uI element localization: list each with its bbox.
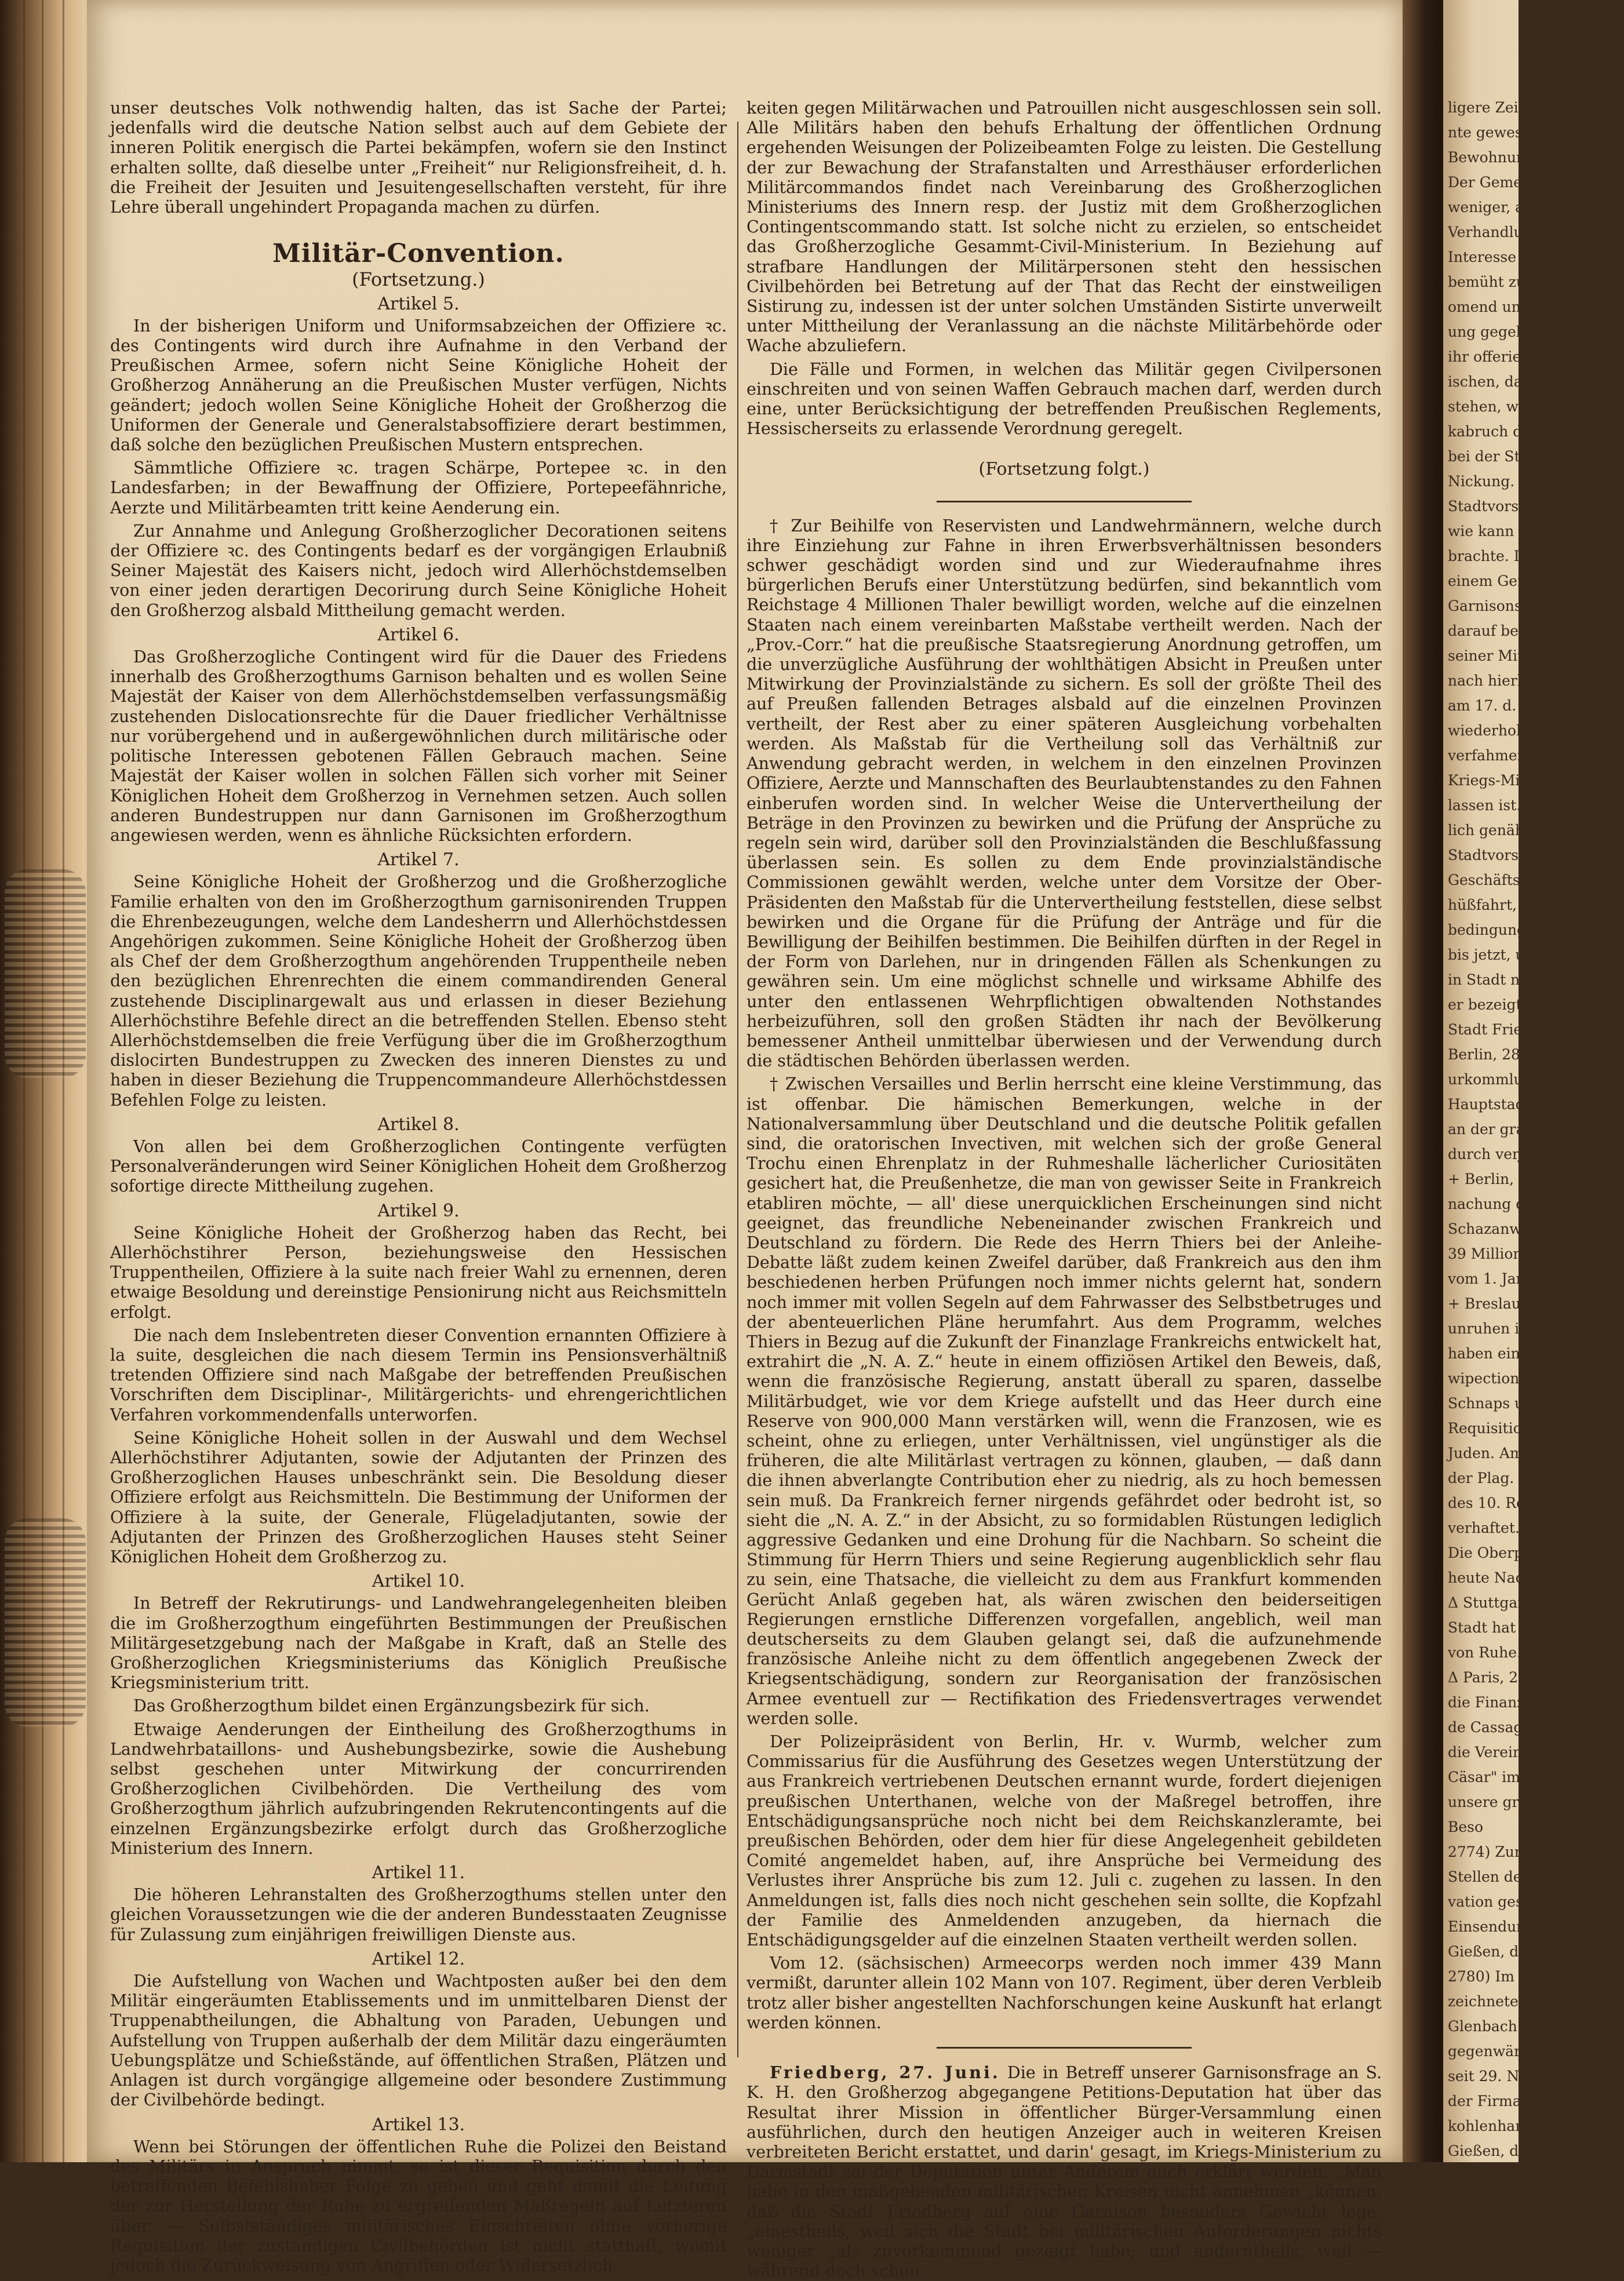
- next-page-fragment: vom 1. Januar 18: [1448, 1270, 1574, 1287]
- convention-paragraph: keiten gegen Militärwachen und Patrouillen nicht ausgeschlossen sein soll. Alle Militärs haben den behufs Erhaltung der öffentlichen Ordnung ergehenden Weisungen der Polizeibeamten Folge zu leisten. Die Gestellung der zur Bewachung der Strafanstalten und Arresthäuser erforderlichen Militärcommandos findet nach Vereinbarung des Großherzoglichen Ministeriums des Innern resp. der Justiz mit dem Großherzoglichen Contingentscommando statt. Ist solche nicht zu erzielen, so entscheidet das Großherzogliche Gesammt-Civil-Ministerium. In Beziehung auf strafbare Handlungen der Militärpersonen steht den hessischen Civilbehörden bei Betretung auf der That das Recht der einstweiligen Sistirung zu, indessen ist der unter solchen Umständen Sistirte unverweilt unter Mittheilung der Veranlassung an die nächste Militärbehörde oder Wache abzuliefern.: [747, 99, 1382, 356]
- convention-paragraph: Die Fälle und Formen, in welchen das Militär gegen Civilpersonen einschreiten und von seinen Waffen Gebrauch machen darf, werden durch eine, unter Berücksichtigung der betreffenden Preußischen Reglements, Hessischerseits zu erlassende Verordnung geregelt.: [747, 359, 1382, 439]
- next-page-fragment: die Vereinsregel bei: [1448, 1744, 1595, 1761]
- next-page-fragment: unsere große Dim: [1448, 1794, 1581, 1810]
- continued-note: (Fortsetzung folgt.): [978, 459, 1150, 480]
- next-page-fragment: Stadtvorstand nicht: [1448, 847, 1594, 863]
- next-page-fragment: wie kann unterschieden: [1448, 523, 1624, 540]
- news-item: Vom 12. (sächsischen) Armeecorps werden noch immer 439 Mann vermißt, darunter allein 102 Mann von 107. Regiment, über deren Verbleib trotz aller bisher angestellten Nachforschungen keine Auskunft hat erlangt werden können.: [747, 1954, 1382, 2032]
- next-page-fragment: Cäsar" im Part: [1448, 1769, 1556, 1786]
- next-page-fragment: Bewohnungen zur Ver: [1448, 149, 1611, 166]
- local-dateline: Friedberg, 27. Juni.: [770, 2063, 1000, 2083]
- next-page-fragment: Glenbach Wohns: [1448, 2018, 1571, 2035]
- next-page-fragment: er bezeigt habe.: [1448, 996, 1567, 1013]
- next-page-fragment: Δ Stuttgart: [1448, 1594, 1531, 1611]
- next-page-fragment: Verhandlungen der W: [1448, 224, 1609, 241]
- next-page-fragment: brachte. Die Grün: [1448, 548, 1581, 564]
- next-page-fragment: 2780) Im Firmen: [1448, 1968, 1572, 1985]
- news-list: [747, 516, 1382, 2033]
- section-subheading: (Fortsetzung.): [352, 268, 485, 291]
- next-page-fragment: kabruch des Krieges: [1448, 423, 1599, 440]
- next-page-fragment: seit 29. Novembe: [1448, 2068, 1576, 2085]
- next-page-fragment: einem Gerüchte von: [1448, 573, 1597, 589]
- next-page-fragment: lassen ist. Wir: [1448, 797, 1552, 814]
- next-page-fragment: gegenwärtig in Ge: [1448, 2043, 1584, 2060]
- next-page-fragment: 2774) Zur: [1448, 1843, 1521, 1860]
- next-page-fragment: in Stadt nach Kräften: [1448, 971, 1606, 988]
- next-page-fragment: darauf bei der Pe: [1448, 622, 1575, 639]
- next-page-fragment: des 10. Regiments: [1448, 1495, 1584, 1511]
- next-page-fragment: Nickung.: [1448, 473, 1515, 490]
- article-paragraph: Seine Königliche Hoheit der Großherzog und die Großherzogliche Familie erhalten von den im Großherzogthum garnisonirenden Truppen die Ehrenbezeugungen, welche dem Landesherrn und Allerhöchstdessen Angehörigen zukommen. Seine Königliche Hoheit der Großherzog üben als Chef der dem Großherzogthum angehörenden Truppentheile neben den bezüglichen Ehrenrechten die einem commandirenden General zustehende Disciplinargewalt aus und erlassen in dieser Beziehung Allerhöchstihre Befehle direct an die betreffenden Stellen. Ebenso steht Allerhöchstdemselben die freie Verfügung über die im Großherzogthum dislocirten Bundestruppen zu Zwecken des inneren Dienstes zu und haben in dieser Beziehung die Truppencommandeure Allerhöchstdessen Befehlen Folge zu leisten.: [110, 872, 727, 1110]
- article-paragraph: Von allen bei dem Großherzoglichen Contingente verfügten Personalveränderungen wird Seiner Königlichen Hoheit dem Großherzog sofortige directe Mittheilung zugehen.: [110, 1136, 727, 1196]
- next-page-fragment: von Ruhe.: [1448, 1644, 1521, 1661]
- next-page-fragment: bemüht zu haben: [1448, 274, 1575, 290]
- next-page-fragment: Garnisons-Angelege: [1448, 597, 1596, 614]
- next-page-fragment: ung gegeben war,: [1448, 323, 1579, 340]
- article-title: Artikel 9.: [377, 1200, 460, 1221]
- article-title: Artikel 13.: [372, 2114, 465, 2135]
- next-page-fragment: durch verjetzt bei: [1448, 1146, 1579, 1163]
- intro-paragraph: unser deutsches Volk nothwendig halten, das ist Sache der Partei; jedenfalls wird die deutsche Nation selbst auch auf dem Gebiete der inneren Politik energisch die Partei bekämpfen, wofern sie den Instinct erhalten sollte, daß dieselbe unter „Freiheit“ nur Religionsfreiheit, d. h. die Freiheit der Jesuiten und Jesuitengesellschaften versteht, für ihre Lehre überall ungehindert Propaganda machen zu dürfen.: [110, 99, 727, 217]
- next-page-fragment: Interesse der wen: [1448, 249, 1581, 265]
- next-page-fragment: nachung des Reich: [1448, 1196, 1587, 1212]
- next-page-fragment: verfahmen, daß be: [1448, 747, 1586, 764]
- next-page-fragment: urkommlung wird ein: [1448, 1071, 1607, 1088]
- article-title: Artikel 8.: [377, 1114, 460, 1135]
- binding-ornament: [5, 869, 86, 1078]
- article-paragraph: Etwaige Aenderungen der Eintheilung des Großherzogthums in Landwehrbataillons- und Aushebungsbezirke, sowie die Aushebung selbst geschehen unter Mitwirkung der concurrirenden Großherzoglichen Civilbehörden. Die Vertheilung des vom Großherzogthum jährlich aufzubringenden Rekrutencontingents auf die einzelnen Ergänzungsbezirke erfolgt durch das Großherzogliche Ministerium des Innern.: [110, 1719, 727, 1858]
- article-paragraph: In Betreff der Rekrutirungs- und Landwehrangelegenheiten bleiben die im Großherzogthum eingeführten Bestimmungen der Preußischen Militärgesetzgebung nach der Maßgabe in Kraft, daß an Stelle des Großherzoglichen Kriegsministeriums das Königlich Preußische Kriegsministerium tritt.: [110, 1594, 727, 1693]
- next-page-fragment: zeichnete dieses Ge: [1448, 1993, 1594, 2010]
- next-page-edge: [1443, 0, 1624, 2184]
- local-news-item: [747, 2063, 1382, 2281]
- next-page-fragment: stehen, was die K: [1448, 398, 1578, 415]
- article-paragraph: Zur Annahme und Anlegung Großherzoglicher Decorationen seitens der Offiziere ꝛc. des Contingents bedarf es der vorgängigen Erlaubniß Seiner Majestät des Kaisers nicht, jedoch wird Allerhöchstdemselben von einer jeden derartigen Decorirung durch Seine Königliche Hoheit den Großherzog alsbald Mittheilung gemacht werden.: [110, 521, 727, 620]
- next-page-fragment: der Plag. 7 Aufrü: [1448, 1470, 1574, 1486]
- next-page-fragment: Requisitionen in de: [1448, 1420, 1590, 1437]
- article-title: Artikel 11.: [372, 1863, 465, 1883]
- next-page-fragment: bedingung abzuwenden: [1448, 921, 1623, 938]
- next-page-fragment: Schnaps und Cigar: [1448, 1395, 1588, 1412]
- page-gutter: [1403, 0, 1443, 2162]
- next-page-fragment: vation gesetzt, wo: [1448, 1893, 1582, 1910]
- next-page-fragment: verhaftet. Die: [1448, 1520, 1549, 1536]
- next-page-fragment: Beso: [1448, 1819, 1484, 1835]
- article-list: [110, 294, 727, 2276]
- article-paragraph: Seine Königliche Hoheit sollen in der Auswahl und dem Wechsel Allerhöchstihrer Adjutanten, sowie der Adjutanten der Prinzen des Großherzoglichen Hauses unbeschränkt sein. Die Besoldung dieser Offiziere erfolgt aus Reichsmitteln. Die Bestimmung der Uniformen der Offiziere à la suite, der Generale, Flügeladjutanten, sowie der Adjutanten der Prinzen des Großherzoglichen Hauses steht Seiner Königlichen Hoheit dem Großherzog zu.: [110, 1428, 727, 1567]
- next-page-fragment: Hauptstadt hätte gew: [1448, 1096, 1608, 1113]
- next-page-fragment: Stellen des Arbeitsgen: [1448, 1868, 1614, 1885]
- section-rule: [937, 501, 1192, 502]
- next-page-fragment: omend und willfähr: [1448, 298, 1592, 315]
- article-title: Artikel 10.: [372, 1571, 465, 1592]
- next-page-fragment: der Firma: 30: [1448, 2093, 1549, 2109]
- article-paragraph: In der bisherigen Uniform und Uniformsabzeichen der Offiziere ꝛc. des Contingents wird durch ihre Aufnahme in den Verband der Preußischen Armee, sofern nicht Seine Königliche Hoheit der Großherzog Annäherung an die Preußischen Muster verfügen, Nichts geändert; jedoch wollen Seine Königliche Hoheit der Großherzog die Uniformen der Generale und Generalstabsoffiziere derart bestimmen, daß solche den bezüglichen Preußischen Mustern entsprechen.: [110, 316, 727, 455]
- next-page-fragment: Δ Paris, 2: [1448, 1669, 1519, 1686]
- next-page-fragment: nach hierbei die Ver: [1448, 672, 1596, 689]
- section-heading: Militär-Convention.: [272, 239, 565, 269]
- next-page-fragment: ligere Zeit von der: [1448, 99, 1585, 116]
- next-page-fragment: am 17. d. M. ist: [1448, 697, 1563, 714]
- article-paragraph: Wenn bei Störungen der öffentlichen Ruhe die Polizei den Beistand des Militärs in Anspruch nimmt, so ist dieser Requisition durch den betreffenden Befehlshaber Folge zu geben und geht damit die Leitung der zur Herstellung der Ruhe zu ergreifenden Maßregeln auf Letzteren über. — Selbstständiges militärisches Einschreiten ohne vorherige Requisition der zuständigen Civilbehörden ist nicht statthaft, womit jedoch die Zurückweisung von Angriffen oder Widersetzlich-: [110, 2137, 727, 2275]
- next-page-fragment: Stadtvorstandes besorg: [1448, 498, 1623, 515]
- next-page-fragment: ihr offeriert w: [1448, 348, 1551, 365]
- article-title: Artikel 7.: [377, 850, 460, 870]
- next-page-fragment: nte gewesen sei, do: [1448, 124, 1593, 141]
- next-page-fragment: Großherzoglich: [1448, 2167, 1562, 2184]
- next-page-fragment: bis jetzt, um so wichtig: [1448, 946, 1618, 963]
- next-page-fragment: haben ein probe: [1448, 1345, 1568, 1362]
- next-page-fragment: Kriegs-Ministerium: [1448, 772, 1590, 789]
- article-paragraph: Die nach dem Inslebentreten dieser Convention ernannten Offiziere à la suite, desgleichen die nach diesem Termin ins Pensionsverhältniß tretenden Offiziere sind nach Maßgabe der betreffenden Preußischen Vorschriften dem Disciplinar-, Militärgerichts- und ehrengerichtlichen Verfahren vorkommendenfalls unterworfen.: [110, 1325, 727, 1424]
- next-page-fragment: an der grauen Ber: [1448, 1121, 1583, 1138]
- next-page-fragment: hüßfahrt, diese Gr: [1448, 897, 1583, 913]
- next-page-fragment: kohlenhandlung: [1448, 2118, 1567, 2134]
- right-column: [747, 99, 1382, 2281]
- article-paragraph: Die Aufstellung von Wachen und Wachtposten außer bei den dem Militär eingeräumten Etablissements und im unmittelbaren Dienst der Truppenabtheilungen, die Abhaltung von Paraden, Uebungen und Aufstellung von Truppen außerhalb der dem Militär dazu eingeräumten Uebungsplätze und Schießstände, auf öffentlichen Straßen, Plätzen und Anlagen ist durch vorgängige allgemeine oder besondere Zustimmung der Civilbehörde bedingt.: [110, 1972, 727, 2110]
- next-page-fragment: Einsendung offne: [1448, 1918, 1576, 1935]
- next-page-fragment: + Berlin, 28: [1448, 1171, 1537, 1187]
- next-page-fragment: weniger, als seine: [1448, 199, 1579, 216]
- article-paragraph: Sämmtliche Offiziere ꝛc. tragen Schärpe, Portepee ꝛc. in den Landesfarben; in der Bewaffnung der Offiziere, Portepeefähnriche, Aerzte und Militärbeamten tritt keine Aenderung ein.: [110, 458, 727, 518]
- next-page-fragment: ischen, daß die: [1448, 373, 1560, 390]
- next-page-fragment: Stadt Friedberg.: [1448, 1021, 1570, 1038]
- news-item: Der Polizeipräsident von Berlin, Hr. v. Wurmb, welcher zum Commissarius für die Ausführung des Gesetzes wegen Unterstützung der aus Frankreich vertriebenen Deutschen ernannt wurde, fordert diejenigen preußischen Unterthanen, welche von der Maßregel betroffen, ihre Entschädigungsansprüche noch nicht bei dem Reichskanzleramte, bei preußischen Behörden, oder dem hier für diese Angelegenheit gebildeten Comité angemeldet haben, auf, ihre Ansprüche bei Vermeidung des Verlustes ihrer Ansprüche bis zum 12. Juli c. zugehen zu lassen. In den Anmeldungen ist, falls dies noch nicht geschehen sein sollte, die Kopfzahl der Familie des Anmeldenden anzugeben, da hiernach die Entschädigungsgelder auf die einzelnen Staaten vertheilt werden sollen.: [747, 1732, 1382, 1950]
- article-title: Artikel 6.: [377, 624, 460, 645]
- article-title: Artikel 12.: [372, 1948, 465, 1969]
- news-item: † Zur Beihilfe von Reservisten und Landwehrmännern, welche durch ihre Einziehung zur Fahne in ihren Erwerbsverhältnissen besonders schwer geschädigt worden sind und zur Wiederaufnahme ihres bürgerlichen Berufs einer Unterstützung bedürfen, sind bekanntlich vom Reichstage 4 Millionen Thaler bewilligt worden, welche auf die einzelnen Staaten nach einem vereinbarten Maßstabe vertheilt werden. Nach der „Prov.-Corr.“ hat die preußische Staatsregierung Anordnung getroffen, um die unverzügliche Ausführung der wohlthätigen Absicht in Preußen unter Mitwirkung der Provinzialstände zu sichern. Es soll der größte Theil des auf Preußen fallenden Betrages alsbald auf die einzelnen Provinzen vertheilt, der Rest aber zu einer späteren Ausgleichung vorbehalten werden. Als Maßstab für die Vertheilung soll das Verhältniß zur Anwendung gebracht werden, in welchem in den einzelnen Provinzen Offiziere, Aerzte und Mannschaften des Beurlaubtenstandes zu den Fahnen einberufen worden sind. In welcher Weise die Untervertheilung der Beträge in den Provinzen zu bewirken und die Prüfung der Ansprüche zu regeln sein wird, darüber soll den Provinzialständen die Beschlußfassung überlassen sein. Es sollen zu dem Ende provinzialständische Commissionen gewählt werden, welche unter dem Vorsitze der Ober-Präsidenten den Maßstab für die Untervertheilung feststellen, diese selbst bewirken und die Organe für die Prüfung der Anträge und für die Bewilligung der Beihilfen bestimmen. Die Beihilfen dürften in der Regel in der Form von Darlehen, nur in dringenden Fällen als Schenkungen zu gewähren sein. Um eine möglichst schnelle und wirksame Abhilfe des unter den entlassenen Wehrpflichtigen obwaltenden Nothstandes herbeizuführen, soll den großen Städten ihr nach der Bevölkerung bemessener Antheil unmittelbar überwiesen und der Verwendung durch die städtischen Behörden überlassen werden.: [747, 516, 1382, 1071]
- next-page-fragment: wipection verwüst: [1448, 1370, 1583, 1387]
- next-page-fragment: + Breslau,: [1448, 1295, 1525, 1312]
- next-page-fragment: bei der Stadtvorstand: [1448, 448, 1608, 465]
- convention-continuation: [747, 99, 1382, 439]
- next-page-fragment: unruhen in Brestau: [1448, 1320, 1591, 1337]
- next-page-fragment: heute Nachmittag: [1448, 1569, 1581, 1586]
- next-page-fragment: seiner Mitte be: [1448, 647, 1560, 664]
- next-page-fragment: Schazanweisungen: [1448, 1220, 1589, 1237]
- next-page-fragment: wiederholt bei S.: [1448, 722, 1573, 739]
- binding-ornament: [5, 1518, 86, 1727]
- next-page-fragment: Stadt hat heute um: [1448, 1619, 1590, 1636]
- next-page-fragment: 39 Millionen Tha: [1448, 1245, 1573, 1262]
- section-rule: [937, 2047, 1192, 2049]
- next-page-fragment: Die Oberpräsident: [1448, 1544, 1584, 1561]
- book-binding: [0, 0, 99, 2162]
- next-page-fragment: Berlin, 28. Ju: [1448, 1046, 1545, 1063]
- next-page-fragment: Gießen, den: [1448, 1943, 1537, 1960]
- next-page-fragment: de Cassagnac ist: [1448, 1719, 1572, 1736]
- next-page-fragment: Geschäftsmann kann: [1448, 872, 1602, 888]
- next-page-fragment: Gießen, den 21.: [1448, 2142, 1564, 2159]
- next-page-fragment: die Finanzlage der: [1448, 1694, 1585, 1711]
- left-column: [110, 99, 727, 2275]
- local-news-text: Die in Betreff unserer Garnisonsfrage an S. K. H. den Großherzog abgegangene Petitions-Deputation hat über das Resultat ihrer Mission in öffentlicher Bürger-Versammlung einen ausführlichen, durch den heutigen Anzeiger auch in weiteren Kreisen verbreiteten Bericht erstattet, und darin' gesagt, im Kriegs-Ministerium zu Darmstadt sei der Deputation unter Anderem auch erklärt worden: „Man habe in den maßgebenden militärischen Kreisen nicht annehmen „können, daß die Stadt Friedberg auf eine Garnison besonders Gewicht lege, „einestheils, weil sich die Stadt bei militärischen Anforderungen nichts weniger „als zuvorkommend gezeigt habe, und anderntheils, weil — während doch schon: [747, 2063, 1382, 2281]
- news-item: † Zwischen Versailles und Berlin herrscht eine kleine Verstimmung, das ist offenbar. Die hämischen Bemerkungen, welche in der Nationalversammlung über Deutschland und die deutsche Politik gefallen sind, die oratorischen Invectiven, mit welchen sich der große General Trochu einen Ehrenplatz in der Ruhmeshalle lächerlicher Curiositäten gesichert hat, die Preußenhetze, die man von gewisser Seite in Frankreich etabliren möchte, — all' diese unerquicklichen Erscheinungen sind nicht geeignet, das freundliche Nebeneinander zwischen Frankreich und Deutschland zu fördern. Die Rede des Herrn Thiers bei der Anleihe-Debatte läßt zudem keinen Zweifel darüber, daß Frankreich aus den ihm beschiedenen herben Prüfungen noch immer nichts gelernt hat, sondern noch immer mit vollen Segeln auf dem Fahrwasser des Selbstbetruges und der abenteuerlichen Pläne herumfahrt. Aus dem Programm, welches Thiers in Bezug auf die Zukunft der Finanzlage Frankreichs entwickelt hat, extrahirt die „N. A. Z.“ heute in einem offiziösen Artikel den Beweis, daß, wenn die französische Regierung, anstatt überall zu sparen, dasselbe Militärbudget, wie vor dem Kriege aufstellt und das Heer durch eine Reserve von 900,000 Mann verstärken will, wenn die Franzosen, wie es scheint, ohne zu erliegen, unter Verhältnissen, viel ungünstiger als die früheren, die alte Militärlast vertragen zu können, glauben, — daß dann die ihnen abverlangte Contribution eher zu niedrig, als zu hoch bemessen sein muß. Da Frankreich ferner nirgends gefährdet oder bedroht ist, so sieht die „N. A. Z.“ in der Absicht, zu so formidablen Rüstungen lediglich aggressive Gedanken und eine Drohung für die Nachbarn. So scheint die Stimmung für Herrn Thiers und seine Regierung augenblicklich sehr flau zu sein, eine Thatsache, die vielleicht zu dem aus Frankfurt kommenden Gerücht Anlaß gegeben hat, als wären zwischen den beiderseitigen Regierungen ernstliche Differenzen vorgefallen, angeblich, weil man deutscherseits zu dem Glauben gelangt sei, daß die aufzunehmende französische Anleihe nicht zu dem öffentlich angegebenen Zweck der Kriegsentschädigung, sondern zur Reorganisation der französischen Armee eventuell zur — Rectifikation des Friedensvertrages verwendet werden solle.: [747, 1074, 1382, 1728]
- article-paragraph: Das Großherzogthum bildet einen Ergänzungsbezirk für sich.: [133, 1696, 650, 1716]
- article-paragraph: Die höheren Lehranstalten des Großherzogthums stellen unter den gleichen Voraussetzungen wie die der anderen Bundesstaaten Zeugnisse für Zulassung zum einjährigen freiwilligen Dienste aus.: [110, 1885, 727, 1944]
- article-paragraph: Seine Königliche Hoheit der Großherzog haben das Recht, bei Allerhöchstihrer Person, beziehungsweise den Hessischen Truppentheilen, Offiziere à la suite nach freier Wahl zu ernennen, deren etwaige Besoldung und dereinstige Pensionirung nicht aus Reichsmitteln erfolgt.: [110, 1223, 727, 1322]
- next-page-fragment: Juden. Am Abend: [1448, 1445, 1575, 1462]
- next-page-fragment: Der Gemeinderat: [1448, 174, 1575, 191]
- article-paragraph: Das Großherzogliche Contingent wird für die Dauer des Friedens innerhalb des Großherzogthums Garnison behalten und es wollen Seine Majestät der Kaiser von dem Allerhöchstdemselben verfassungsmäßig zustehenden Dislocationsrechte für die Dauer friedlicher Verhältnisse nur vorübergehend und in außergewöhnlichen durch militärische oder politische Interessen gebotenen Fällen Gebrauch machen. Seine Majestät der Kaiser wollen in solchen Fällen sich vorher mit Seiner Königlichen Hoheit dem Großherzog in Vernehmen setzen. Auch sollen anderen Bundestruppen nur dann Garnisonen im Großherzogthum angewiesen werden, wenn es ähnliche Rücksichten erfordern.: [110, 647, 727, 845]
- article-title: Artikel 5.: [377, 293, 460, 314]
- next-page-fragment: lich genährten Hoff: [1448, 822, 1592, 839]
- column-divider: [737, 122, 738, 2057]
